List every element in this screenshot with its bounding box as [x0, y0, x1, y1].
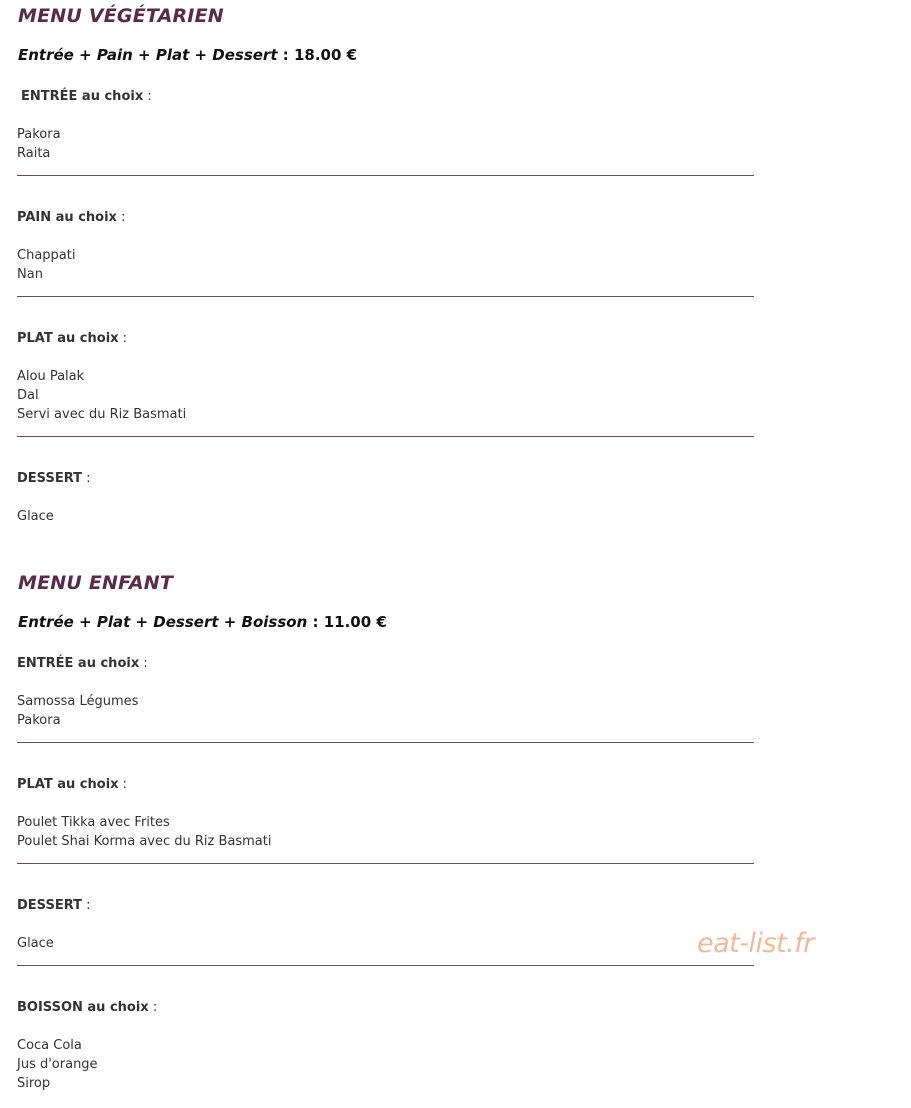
- enfant-entree-colon: :: [139, 656, 148, 671]
- enfant-menu-title: MENU ENFANT: [18, 572, 174, 594]
- list-item: Poulet Shai Korma avec du Riz Basmati: [17, 834, 272, 849]
- list-item: Glace: [17, 509, 54, 524]
- veg-plat-list: [17, 367, 186, 424]
- veg-entree-label: [21, 89, 152, 104]
- watermark: eat-list.fr: [697, 928, 814, 959]
- enfant-dessert-label: [17, 898, 91, 913]
- enfant-boisson-colon: :: [148, 1000, 158, 1015]
- divider: [17, 965, 754, 966]
- veg-formula-items: Entrée + Pain + Plat + Dessert: [18, 46, 278, 64]
- list-item: Pakora: [17, 127, 61, 142]
- veg-dessert-label: [17, 471, 91, 486]
- divider: [17, 742, 754, 743]
- veg-menu-title: MENU VÉGÉTARIEN: [18, 5, 224, 27]
- list-item: Servi avec du Riz Basmati: [17, 407, 187, 422]
- enfant-plat-label-text: PLAT au choix: [17, 777, 119, 792]
- veg-plat-colon: :: [118, 331, 128, 346]
- list-item: Alou Palak: [17, 369, 85, 384]
- enfant-boisson-label: [17, 1000, 157, 1015]
- veg-pain-list: [17, 246, 75, 284]
- divider: [17, 863, 754, 864]
- list-item: Glace: [17, 936, 54, 951]
- enfant-plat-colon: :: [118, 777, 128, 792]
- enfant-entree-list: [17, 692, 138, 730]
- veg-formula-price: : 18.00 €: [277, 46, 358, 64]
- divider: [17, 175, 754, 176]
- veg-entree-label-text: ENTRÉE au choix: [21, 89, 144, 104]
- list-item: Poulet Tikka avec Frites: [17, 815, 170, 830]
- list-item: Sirop: [17, 1076, 51, 1091]
- enfant-formula-price: : 11.00 €: [307, 613, 387, 631]
- veg-pain-colon: :: [116, 210, 126, 225]
- enfant-entree-label: [17, 656, 148, 671]
- enfant-boisson-list: [17, 1036, 98, 1093]
- list-item: Jus d'orange: [17, 1057, 98, 1072]
- enfant-plat-list: [17, 813, 271, 851]
- enfant-entree-label-text: ENTRÉE au choix: [17, 656, 140, 671]
- divider: [17, 436, 754, 437]
- enfant-plat-label: [17, 777, 127, 792]
- veg-plat-label: [17, 331, 127, 346]
- veg-dessert-list: [17, 507, 54, 526]
- veg-formula: [18, 46, 357, 64]
- enfant-dessert-colon: :: [82, 898, 91, 913]
- veg-dessert-colon: :: [82, 471, 91, 486]
- enfant-dessert-list: [17, 934, 54, 953]
- list-item: Samossa Légumes: [17, 694, 139, 709]
- list-item: Dal: [17, 388, 39, 403]
- enfant-formula: [18, 613, 387, 631]
- enfant-dessert-label-text: DESSERT: [17, 898, 82, 913]
- veg-dessert-label-text: DESSERT: [17, 471, 82, 486]
- list-item: Pakora: [17, 713, 61, 728]
- veg-plat-label-text: PLAT au choix: [17, 331, 119, 346]
- veg-pain-label: [17, 210, 125, 225]
- enfant-formula-items: Entrée + Plat + Dessert + Boisson: [18, 613, 308, 631]
- enfant-boisson-label-text: BOISSON au choix: [17, 1000, 149, 1015]
- list-item: Raita: [17, 146, 51, 161]
- list-item: Chappati: [17, 248, 76, 263]
- list-item: Coca Cola: [17, 1038, 82, 1053]
- veg-entree-colon: :: [143, 89, 152, 104]
- divider: [17, 296, 754, 297]
- veg-entree-list: [17, 125, 61, 163]
- list-item: Nan: [17, 267, 43, 282]
- veg-pain-label-text: PAIN au choix: [17, 210, 117, 225]
